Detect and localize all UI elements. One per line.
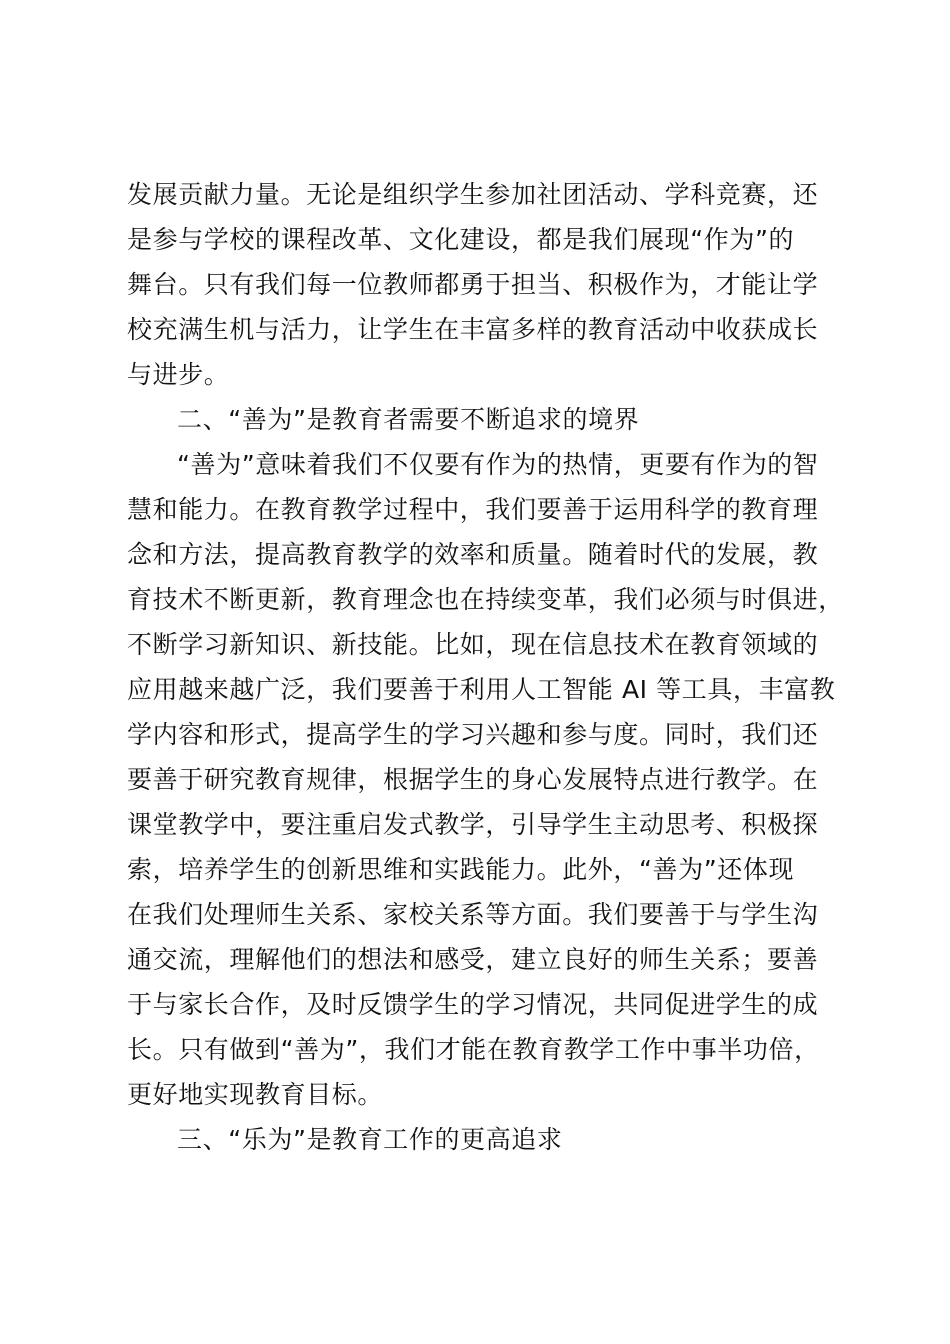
paragraph-line: 要善于研究教育规律，根据学生的身心发展特点进行教学。在 (127, 765, 819, 794)
paragraph-line: 通交流，理解他们的想法和感受，建立良好的师生关系；要善 (127, 945, 819, 974)
paragraph-line: 舞台。只有我们每一位教师都勇于担当、积极作为，才能让学 (127, 270, 819, 299)
paragraph-line: 与进步。 (127, 360, 230, 389)
paragraph-line: 校充满生机与活力，让学生在丰富多样的教育活动中收获成长 (127, 315, 819, 344)
section-heading: 二、“善为”是教育者需要不断追求的境界 (177, 405, 640, 434)
paragraph-line: 长。只有做到“善为”，我们才能在教育教学工作中事半功倍， (127, 1035, 820, 1064)
paragraph-line: 发展贡献力量。无论是组织学生参加社团活动、学科竞赛，还 (127, 180, 819, 209)
paragraph-line: 应用越来越广泛，我们要善于利用人工智能 AI 等工具，丰富教 (127, 675, 836, 704)
paragraph-line: 更好地实现教育目标。 (127, 1080, 384, 1109)
paragraph-line: 育技术不断更新，教育理念也在持续变革，我们必须与时俱进， (127, 585, 844, 614)
paragraph-line: 课堂教学中，要注重启发式教学，引导学生主动思考、积极探 (127, 810, 819, 839)
paragraph-line: 于与家长合作，及时反馈学生的学习情况，共同促进学生的成 (127, 990, 819, 1019)
section-heading: 三、“乐为”是教育工作的更高追求 (177, 1125, 563, 1154)
paragraph-line: 念和方法，提高教育教学的效率和质量。随着时代的发展，教 (127, 540, 819, 569)
paragraph-line: 学内容和形式，提高学生的学习兴趣和参与度。同时，我们还 (127, 720, 819, 749)
paragraph-line: 在我们处理师生关系、家校关系等方面。我们要善于与学生沟 (127, 900, 819, 929)
paragraph-line: 是参与学校的课程改革、文化建设，都是我们展现“作为”的 (127, 225, 795, 254)
paragraph-line: 索，培养学生的创新思维和实践能力。此外，“善为”还体现 (127, 855, 795, 884)
paragraph-line: 慧和能力。在教育教学过程中，我们要善于运用科学的教育理 (127, 495, 819, 524)
paragraph-line: 不断学习新知识、新技能。比如，现在信息技术在教育领域的 (127, 630, 819, 659)
paragraph-line: “善为”意味着我们不仅要有作为的热情，更要有作为的智 (177, 450, 819, 479)
